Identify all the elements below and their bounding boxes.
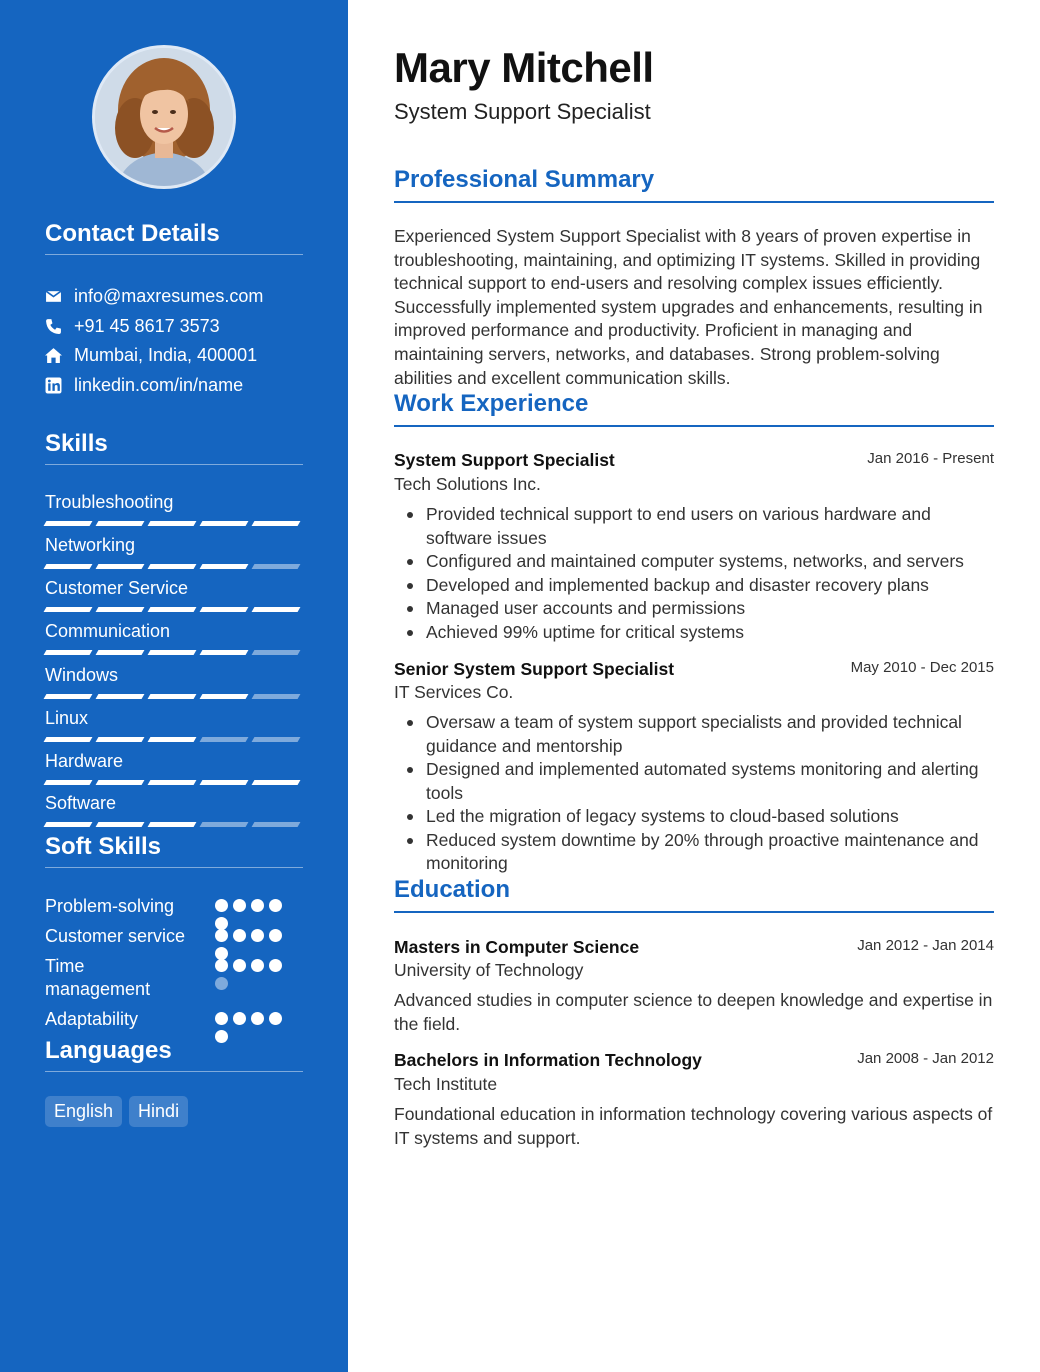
rating-dot: [233, 899, 246, 912]
skill-level-segment: [200, 694, 249, 699]
rating-dot: [251, 1012, 264, 1025]
profile-photo: [92, 45, 236, 189]
skill-level-segment: [252, 650, 301, 655]
rating-dot: [269, 899, 282, 912]
skill-level-bar: [45, 607, 303, 612]
skill-level-segment: [44, 780, 93, 785]
degree-description: Advanced studies in computer science to deepen knowledge and expertise in the field.: [394, 990, 993, 1034]
summary-heading: Professional Summary: [394, 166, 994, 203]
skill-level-segment: [200, 780, 249, 785]
list-item: Configured and maintained computer systems, networks, and servers: [426, 550, 994, 574]
list-item: Managed user accounts and permissions: [426, 597, 994, 621]
skill-name: Networking: [45, 535, 136, 555]
rating-dot: [233, 1012, 246, 1025]
job-bullets: [426, 711, 994, 876]
list-item: Achieved 99% uptime for critical systems: [426, 621, 994, 645]
skill-level-segment: [252, 822, 301, 827]
languages-list: [45, 1096, 188, 1127]
candidate-role: System Support Specialist: [394, 99, 651, 124]
skill-level-bar: [45, 780, 303, 785]
address-text: Mumbai, India, 400001: [74, 344, 258, 365]
summary-text: Experienced System Support Specialist with 8 years of proven expertise in troubleshooting, maintaining, and optimizing IT systems. Skilled in providing technical support to end-users and resolving complex issues efficiently. Successfully implemented system upgrades and enhancements, resulting in improved performance and productivity. Proficient in managing and maintaining servers, networks, and databases. Strong problem-solving abilities and excellent communication skills.: [394, 226, 983, 388]
skill-level-segment: [148, 521, 197, 526]
degree-title: Masters in Computer Science: [394, 937, 640, 957]
skill-name: Customer Service: [45, 578, 189, 598]
languages-heading: Languages: [45, 1037, 303, 1072]
skill-item: [45, 750, 303, 785]
skill-level-segment: [200, 737, 249, 742]
degree-date: Jan 2012 - Jan 2014: [857, 937, 994, 954]
skill-name: Windows: [45, 665, 119, 685]
list-item: Designed and implemented automated systems monitoring and alerting tools: [426, 758, 994, 805]
skill-level-segment: [44, 521, 93, 526]
rating-dot: [251, 959, 264, 972]
list-item: Reduced system downtime by 20% through proactive maintenance and monitoring: [426, 829, 994, 876]
soft-skill-name: Problem-solving: [45, 896, 175, 916]
rating-dot: [215, 959, 228, 972]
job-date: May 2010 - Dec 2015: [850, 659, 994, 676]
skill-level-segment: [148, 650, 197, 655]
rating-dot: [251, 899, 264, 912]
soft-skill-name: Adaptability: [45, 1009, 139, 1029]
skill-level-segment: [44, 737, 93, 742]
skill-level-segment: [96, 650, 145, 655]
skill-level-segment: [252, 607, 301, 612]
skill-level-segment: [252, 694, 301, 699]
soft-skills-heading: Soft Skills: [45, 833, 303, 868]
home-icon: [45, 347, 62, 364]
rating-dot: [215, 1012, 228, 1025]
list-item: Developed and implemented backup and disaster recovery plans: [426, 574, 994, 598]
skill-name: Linux: [45, 708, 89, 728]
soft-skill-rating: [215, 899, 295, 930]
rating-dot: [269, 959, 282, 972]
education-heading: Education: [394, 876, 994, 913]
skill-level-bar: [45, 694, 303, 699]
soft-skill-name: Time management: [45, 956, 151, 999]
skill-level-segment: [96, 694, 145, 699]
skill-level-segment: [200, 564, 249, 569]
rating-dot: [251, 929, 264, 942]
skill-level-bar: [45, 564, 303, 569]
linkedin-icon: [45, 377, 62, 394]
language-tag: English: [45, 1096, 122, 1127]
email-text: info@maxresumes.com: [74, 285, 264, 306]
envelope-icon: [45, 288, 62, 305]
skill-level-segment: [200, 822, 249, 827]
job-date: Jan 2016 - Present: [867, 450, 994, 467]
contact-phone[interactable]: [45, 314, 220, 338]
skill-name: Hardware: [45, 751, 124, 771]
rating-dot: [215, 929, 228, 942]
skill-level-segment: [252, 780, 301, 785]
phone-text: +91 45 8617 3573: [74, 315, 220, 336]
soft-skill-rating: [215, 959, 295, 990]
rating-dot: [233, 929, 246, 942]
skill-level-bar: [45, 650, 303, 655]
skill-level-segment: [252, 521, 301, 526]
linkedin-text: linkedin.com/in/name: [74, 374, 244, 395]
skill-level-segment: [96, 607, 145, 612]
skill-level-segment: [148, 822, 197, 827]
list-item: Oversaw a team of system support specialists and provided technical guidance and mentorship: [426, 711, 994, 758]
skill-name: Communication: [45, 621, 171, 641]
skill-level-segment: [44, 822, 93, 827]
skill-level-segment: [148, 780, 197, 785]
skill-item: [45, 534, 303, 569]
skill-level-segment: [252, 564, 301, 569]
degree-description: Foundational education in information technology covering various aspects of IT systems and support.: [394, 1104, 993, 1148]
skill-item: [45, 577, 303, 612]
school-name: Tech Institute: [394, 1074, 498, 1094]
skill-item: [45, 664, 303, 699]
soft-skill-rating: [215, 929, 295, 960]
contact-details-heading: Contact Details: [45, 220, 303, 255]
skill-item: [45, 491, 303, 526]
skill-level-segment: [148, 737, 197, 742]
contact-linkedin[interactable]: [45, 373, 243, 397]
skill-level-segment: [148, 694, 197, 699]
rating-dot: [215, 977, 228, 990]
rating-dot: [233, 959, 246, 972]
skill-level-bar: [45, 737, 303, 742]
skill-level-segment: [148, 607, 197, 612]
skill-item: [45, 707, 303, 742]
avatar: [95, 48, 233, 186]
experience-heading: Work Experience: [394, 390, 994, 427]
skill-level-segment: [96, 737, 145, 742]
skill-level-segment: [96, 822, 145, 827]
skill-level-segment: [44, 650, 93, 655]
rating-dot: [269, 1012, 282, 1025]
degree-date: Jan 2008 - Jan 2012: [857, 1050, 994, 1067]
skill-level-segment: [200, 521, 249, 526]
degree-title: Bachelors in Information Technology: [394, 1050, 702, 1070]
language-tag: Hindi: [129, 1096, 188, 1127]
skill-level-segment: [96, 564, 145, 569]
rating-dot: [215, 899, 228, 912]
skill-level-segment: [96, 521, 145, 526]
sidebar: [0, 0, 348, 1372]
list-item: Led the migration of legacy systems to cloud-based solutions: [426, 805, 994, 829]
job-title: Senior System Support Specialist: [394, 659, 675, 679]
skill-level-segment: [200, 650, 249, 655]
skill-level-segment: [44, 694, 93, 699]
candidate-name: Mary Mitchell: [394, 44, 654, 91]
phone-icon: [45, 318, 62, 335]
skill-level-segment: [44, 564, 93, 569]
job-title: System Support Specialist: [394, 450, 615, 470]
skill-name: Software: [45, 793, 117, 813]
skills-heading: Skills: [45, 430, 303, 465]
skill-level-segment: [96, 780, 145, 785]
skill-name: Troubleshooting: [45, 492, 174, 512]
contact-address: [45, 343, 257, 367]
skill-level-segment: [148, 564, 197, 569]
skill-item: [45, 792, 303, 827]
job-company: IT Services Co.: [394, 682, 514, 702]
skill-level-bar: [45, 822, 303, 827]
skill-item: [45, 620, 303, 655]
school-name: University of Technology: [394, 960, 584, 980]
skill-level-segment: [252, 737, 301, 742]
skill-level-segment: [200, 607, 249, 612]
job-company: Tech Solutions Inc.: [394, 474, 541, 494]
list-item: Provided technical support to end users on various hardware and software issues: [426, 503, 994, 550]
soft-skill-name: Customer service: [45, 926, 186, 946]
skill-level-segment: [44, 607, 93, 612]
rating-dot: [269, 929, 282, 942]
contact-email[interactable]: [45, 284, 263, 308]
job-bullets: [426, 503, 994, 644]
skill-level-bar: [45, 521, 303, 526]
